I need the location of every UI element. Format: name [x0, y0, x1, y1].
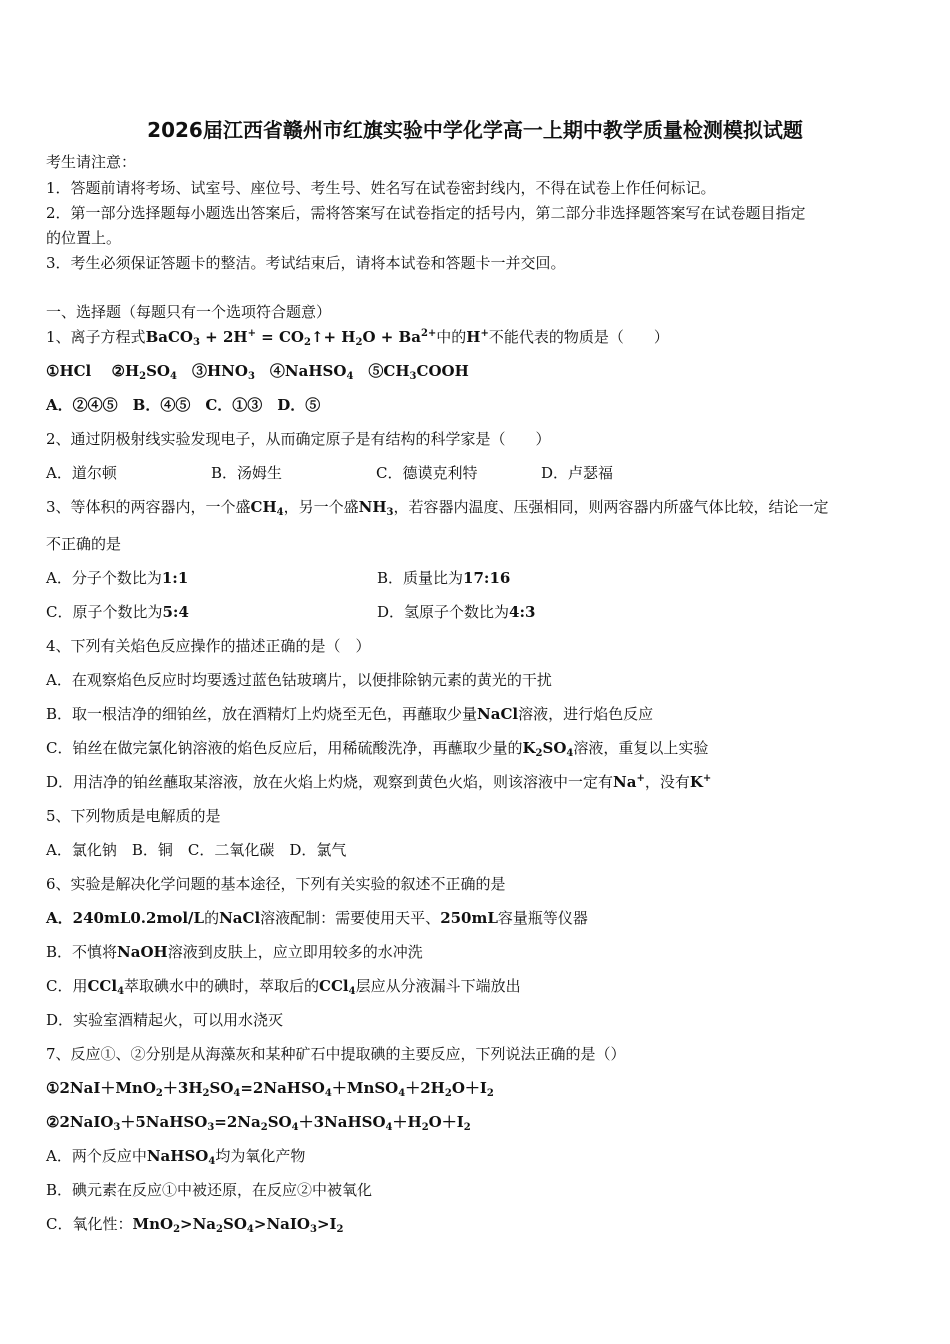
- question-6-option-b: B．不慎将NaOH溶液到皮肤上，应立即用较多的水冲洗: [46, 943, 423, 961]
- option-b: B．汤姆生: [211, 464, 283, 482]
- question-3-options-row2: [46, 602, 535, 622]
- reaction-2: $②2NaIO_3+5NaHSO_3=2Na_2SO_4+3NaHSO_4+H_2O+I_2$: [46, 1113, 471, 1133]
- notice-item-2-cont: 的位置上。: [46, 229, 122, 247]
- question-1-substances: ①HCl $②H_2SO_4$ $③HNO_3$ ④NaHSO$_4$ $⑤CH_3COOH$: [46, 362, 469, 382]
- question-4-option-d: D．用洁净的铂丝蘸取某溶液，放在火焰上灼烧，观察到黄色火焰，则该溶液中一定有Na+，没有K+: [46, 773, 712, 791]
- option-a: A．道尔顿: [46, 464, 117, 482]
- notice-heading: 考生请注意：: [46, 153, 137, 171]
- notice-item-2: 2．第一部分选择题每小题选出答案后，需将答案写在试卷指定的括号内，第二部分非选择题答案写在试卷题目指定: [46, 204, 806, 222]
- question-4-option-c: C．铂丝在做完氯化钠溶液的焰色反应后，用稀硫酸洗净，再蘸取少量的$K_2SO_4$溶液，重复以上实验: [46, 739, 709, 759]
- question-4-stem: 4、下列有关焰色反应操作的描述正确的是（ ）: [46, 637, 371, 655]
- question-7-option-c: C．氧化性：$MnO_2>Na_2SO_4>NaIO_3>I_2$: [46, 1215, 344, 1235]
- option-c: C．原子个数比为5:4: [46, 603, 189, 621]
- question-6-stem: 6、实验是解决化学问题的基本途径，下列有关实验的叙述不正确的是: [46, 875, 506, 893]
- question-3-stem-cont: 不正确的是: [46, 535, 122, 553]
- question-7-stem: 7、反应①、②分别是从海藻灰和某种矿石中提取碘的主要反应，下列说法正确的是（）: [46, 1045, 626, 1063]
- question-4-option-b: B．取一根洁净的细铂丝，放在酒精灯上灼烧至无色，再蘸取少量NaCl溶液，进行焰色反应: [46, 705, 654, 723]
- option-d: D．卢瑟福: [541, 464, 614, 482]
- question-6-option-c: C．用CCl$_4$萃取碘水中的碘时，萃取后的CCl$_4$层应从分液漏斗下端放出: [46, 977, 521, 997]
- question-2-stem: 2、通过阴极射线实验发现电子，从而确定原子是有结构的科学家是（ ）: [46, 430, 551, 448]
- question-3-options-row1: [46, 568, 510, 588]
- reaction-1: $①2NaI+MnO_2+3H_2SO_4=2NaHSO_4+MnSO_4+2H_2O+I_2$: [46, 1079, 494, 1099]
- page-title: 2026届江西省赣州市红旗实验中学化学高一上期中教学质量检测模拟试题: [147, 118, 803, 142]
- question-6-option-a: A．240mL0.2mol/L的NaCl溶液配制：需要使用天平、250mL容量瓶等仪器: [46, 909, 588, 927]
- question-1-options: A．②④⑤ B．④⑤ C．①③ D．⑤: [46, 396, 321, 414]
- question-6-option-d: D．实验室酒精起火，可以用水浇灭: [46, 1011, 284, 1029]
- section-heading: 一、选择题（每题只有一个选项符合题意）: [46, 303, 332, 321]
- question-5-options: A．氯化钠 B．铜 C．二氧化碳 D．氯气: [46, 841, 347, 859]
- question-3-stem: 3、等体积的两容器内，一个盛$CH_4$，另一个盛$NH_3$，若容器内温度、压强相同，则两容器内所盛气体比较，结论一定: [46, 498, 829, 518]
- option-c: C．德谟克利特: [376, 464, 478, 482]
- option-a: A．分子个数比为1:1: [46, 569, 189, 587]
- question-1-stem: 1、离子方程式BaCO$_3$ + $2H^+ = CO_2↑+ H_2O + Ba^{2+}$中的H+不能代表的物质是（ ）: [46, 328, 669, 348]
- notice-item-1: 1．答题前请将考场、试室号、座位号、考生号、姓名写在试卷密封线内，不得在试卷上作任何标记。: [46, 179, 716, 197]
- question-5-stem: 5、下列物质是电解质的是: [46, 807, 221, 825]
- question-7-option-a: A．两个反应中NaHSO$_4$均为氧化产物: [46, 1147, 306, 1167]
- question-2-options: [46, 463, 613, 483]
- option-b: B．质量比为17:16: [377, 569, 511, 587]
- notice-item-3: 3．考生必须保证答题卡的整洁。考试结束后，请将本试卷和答题卡一并交回。: [46, 254, 566, 272]
- option-d: D．氢原子个数比为4:3: [377, 603, 536, 621]
- question-7-option-b: B．碘元素在反应①中被还原，在反应②中被氧化: [46, 1181, 373, 1199]
- question-4-option-a: A．在观察焰色反应时均要透过蓝色钴玻璃片，以便排除钠元素的黄光的干扰: [46, 671, 552, 689]
